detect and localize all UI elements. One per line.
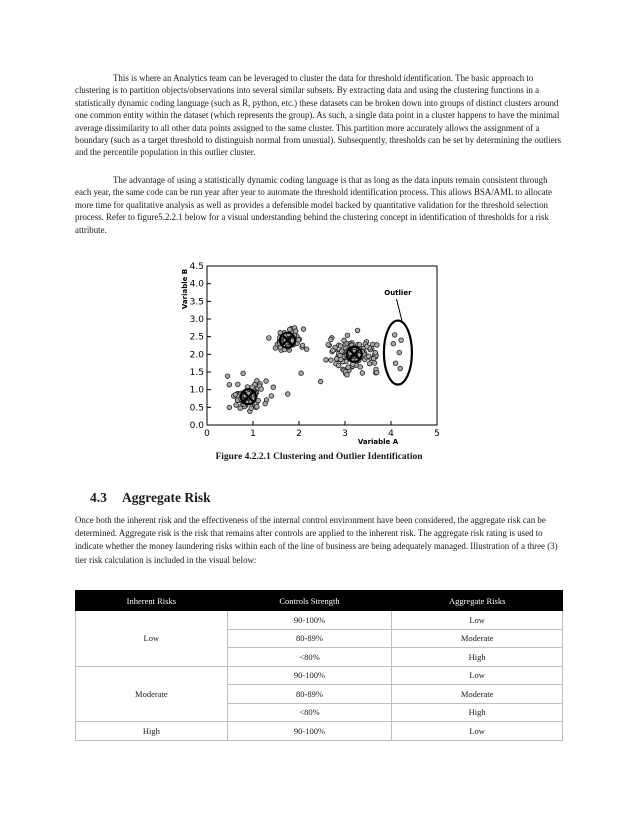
- data-point: [241, 371, 246, 376]
- data-point: [326, 342, 331, 347]
- risk-table: [75, 590, 563, 741]
- figure-caption: Figure 4.2.2.1 Clustering and Outlier Identification: [215, 452, 423, 462]
- controls-strength-cell: <80%: [227, 648, 392, 667]
- controls-strength-cell: 90-100%: [227, 611, 392, 630]
- data-point: [345, 333, 350, 338]
- data-point: [374, 370, 379, 375]
- scatter-chart: [175, 256, 465, 446]
- data-point: [367, 361, 372, 366]
- outlier-point: [398, 366, 403, 371]
- clustering-figure: [175, 256, 465, 451]
- section-number: 4.3: [90, 490, 107, 505]
- data-point: [287, 327, 292, 332]
- data-point: [249, 406, 254, 411]
- data-point: [339, 349, 344, 354]
- data-point: [366, 354, 371, 359]
- x-tick-label: 2: [296, 429, 302, 439]
- outlier-point: [399, 338, 404, 343]
- x-tick-label: 4: [388, 429, 394, 439]
- data-point: [346, 365, 351, 370]
- controls-strength-cell: 80-89%: [227, 629, 392, 648]
- table-header-row: [76, 591, 563, 611]
- outlier-annotation: Outlier: [384, 289, 412, 297]
- inherent-risk-cell: Moderate: [76, 666, 228, 722]
- data-point: [375, 343, 380, 348]
- data-point: [285, 392, 290, 397]
- aggregate-risk-cell: Low: [392, 722, 563, 741]
- y-tick-label: 3.5: [189, 297, 204, 308]
- data-point: [296, 338, 301, 343]
- y-tick-label: 3.0: [189, 315, 204, 325]
- data-point: [227, 405, 232, 410]
- y-tick-label: 4.0: [189, 279, 204, 290]
- outlier-point: [393, 361, 398, 366]
- data-point: [236, 382, 241, 387]
- y-tick-label: 0.0: [189, 421, 204, 431]
- data-point: [360, 371, 365, 376]
- data-point: [334, 357, 339, 362]
- data-point: [238, 406, 243, 411]
- y-tick-label: 2.5: [189, 332, 204, 343]
- inherent-risk-cell: Low: [76, 611, 228, 667]
- data-point: [338, 344, 343, 349]
- aggregate-risk-cell: High: [392, 648, 563, 667]
- data-point: [267, 336, 272, 341]
- data-point: [273, 346, 278, 351]
- data-point: [234, 403, 239, 408]
- y-tick-label: 1.5: [189, 368, 204, 378]
- y-tick-label: 1.0: [189, 385, 204, 396]
- data-point: [371, 356, 376, 361]
- controls-strength-cell: 80-89%: [227, 685, 392, 704]
- outlier-point: [397, 350, 402, 355]
- data-point: [329, 358, 334, 363]
- x-tick-label: 1: [250, 429, 256, 439]
- table-row: [76, 611, 563, 630]
- data-point: [227, 382, 232, 387]
- data-point: [233, 392, 238, 397]
- data-point: [372, 361, 377, 366]
- data-point: [336, 363, 341, 368]
- outlier-point: [391, 341, 396, 346]
- aggregate-risk-cell: Moderate: [392, 629, 563, 648]
- section-title: Aggregate Risk: [122, 490, 211, 505]
- section-heading: [90, 490, 211, 506]
- outlier-point: [392, 333, 397, 338]
- controls-strength-cell: 90-100%: [227, 666, 392, 685]
- data-point: [324, 357, 329, 362]
- header-aggregate-risks: Aggregate Risks: [392, 591, 563, 611]
- data-point: [358, 365, 363, 370]
- table-row: [76, 722, 563, 741]
- data-point: [271, 385, 276, 390]
- paragraph-aggregate-risk: Once both the inherent risk and the effectiveness of the internal control environment have been considered, the aggregate risk can be determined. Aggregate risk is the risk that remains after controls are applied to the inherent risk. The aggregate risk rating is used to indicate whether the money laundering risks within each of the line of business are being adequately managed. Illustration of a three (3) tier risk calculation is included in the visual below:: [75, 515, 558, 565]
- aggregate-risk-cell: Low: [392, 611, 563, 630]
- data-point: [301, 327, 306, 332]
- data-point: [259, 387, 264, 392]
- data-point: [255, 404, 260, 409]
- data-point: [263, 401, 268, 406]
- aggregate-risk-cell: Moderate: [392, 685, 563, 704]
- data-point: [318, 379, 323, 384]
- x-tick-label: 3: [342, 429, 348, 439]
- data-point: [357, 342, 362, 347]
- y-axis-label: Variable B: [181, 268, 189, 310]
- annotation-leader: [397, 299, 402, 321]
- controls-strength-cell: 90-100%: [227, 722, 392, 741]
- data-point: [269, 394, 274, 399]
- data-point: [264, 379, 269, 384]
- data-point: [300, 343, 305, 348]
- x-tick-label: 0: [204, 429, 210, 439]
- controls-strength-cell: <80%: [227, 703, 392, 722]
- data-point: [329, 337, 334, 342]
- data-point: [299, 371, 304, 376]
- data-point: [364, 344, 369, 349]
- data-point: [373, 350, 378, 355]
- table-row: [76, 666, 563, 685]
- inherent-risk-cell: High: [76, 722, 228, 741]
- data-point: [345, 373, 350, 378]
- x-tick-label: 5: [434, 429, 440, 439]
- paragraph-clustering-approach: This is where an Analytics team can be leveraged to cluster the data for threshold identification. The basic approach to clustering is to partition objects/observations into several similar subsets. By extracting data and using the clustering functions in a statistically dynamic coding language (such as R, python, etc.) these datasets can be broken down into groups of distinct clusters around one common entity within the dataset (which represents the group). As such, a single data point in a cluster happens to have the minimal average dissimilarity to all other data points assigned to the same cluster. This partition more accurately allows the assignment of a boundary (such as a target threshold to distinguish normal from unusual). Subsequently, thresholds can be set by determining the outliers and the percentile population in this outlier cluster.: [75, 73, 562, 158]
- data-point: [304, 347, 309, 352]
- header-inherent-risks: Inherent Risks: [76, 591, 228, 611]
- data-point: [331, 348, 336, 353]
- aggregate-risk-cell: Low: [392, 666, 563, 685]
- y-tick-label: 0.5: [189, 403, 204, 414]
- data-point: [225, 374, 230, 379]
- paragraph-coding-advantage: The advantage of using a statistically dynamic coding language is that as long as the data inputs remain consistent through each year, the same code can be run year after year to automate the threshold identification process. This allows BSA/AML to allocate more time for qualitative analysis as well as provides a defensible model backed by quantitative validation for the threshold selection process. Refer to figure5.2.2.1 below for a visual understanding behind the clustering concept in identification of thresholds for a risk attribute.: [75, 175, 552, 235]
- x-axis-label: Variable A: [357, 438, 399, 446]
- aggregate-risk-cell: High: [392, 703, 563, 722]
- data-point: [342, 338, 347, 343]
- y-tick-label: 4.5: [189, 262, 204, 272]
- data-point: [355, 328, 360, 333]
- header-controls-strength: Controls Strength: [227, 591, 392, 611]
- y-tick-label: 2.0: [189, 350, 204, 361]
